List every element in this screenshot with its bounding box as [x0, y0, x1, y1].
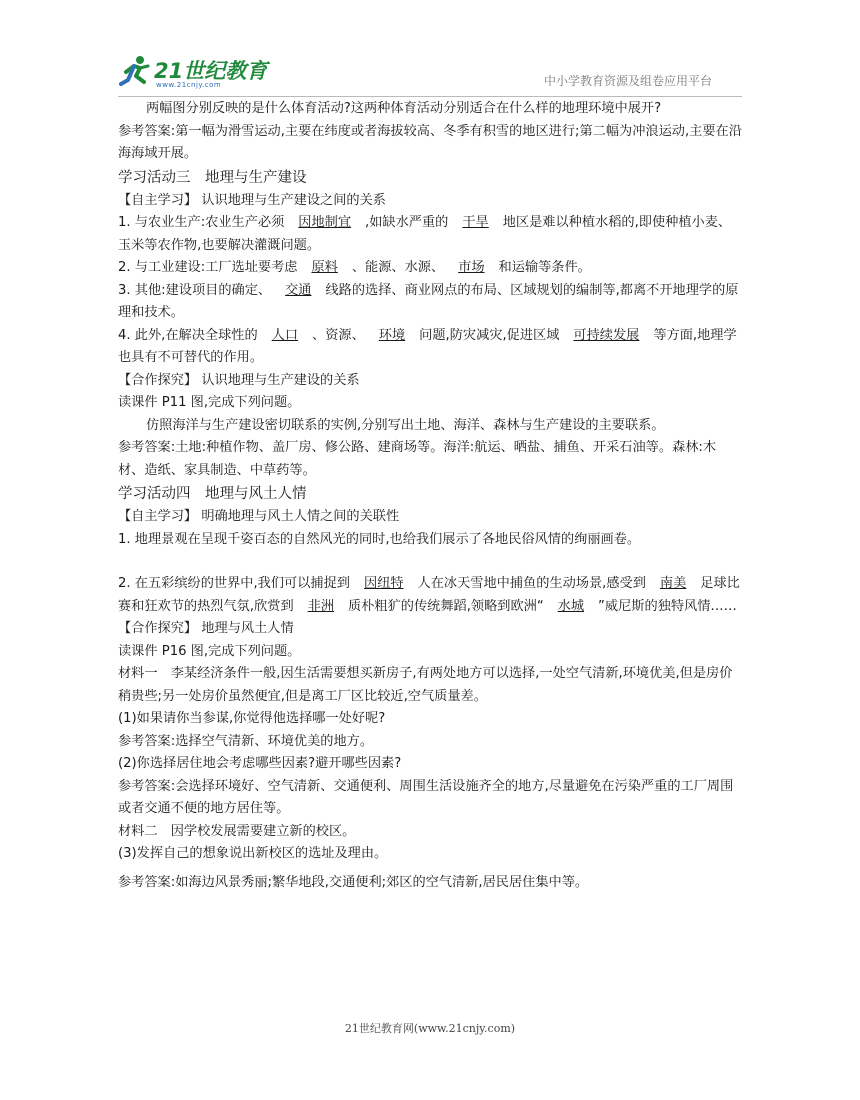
material-one: 材料一 李某经济条件一般,因生活需要想买新房子,有两处地方可以选择,一处空气清新,环境优美,但是房价稍贵些;另一处房价虽然便宜,但是离工厂区比较近,空气质量差。 — [118, 666, 733, 704]
material-two: 材料二 因学校发展需要建立新的校区。 — [118, 823, 356, 839]
logo-text: 21世纪教育 — [154, 59, 268, 83]
logo — [118, 52, 268, 92]
runner-icon — [118, 54, 154, 90]
item-agriculture: 1. 与农业生产:农业生产必须 因地制宜 ,如缺水严重的 干旱 地区是难以种植水稻的,即使种植小麦、玉米等农作物,也要解决灌溉问题。 — [118, 215, 732, 253]
activity3-title: 学习活动三 地理与生产建设 — [118, 169, 307, 186]
header-divider — [118, 96, 742, 97]
question-1: (1)如果请你当参谋,你觉得他选择哪一处好呢? — [118, 711, 386, 726]
item-global: 4. 此外,在解决全球性的 人口 、资源、 环境 问题,防灾减灾,促进区域 可持续发展 等方面,地理学也具有不可替代的作用。 — [118, 327, 737, 365]
page-footer: 21世纪教育网(www.21cnjy.com) — [344, 1022, 516, 1035]
answer-3: 参考答案:如海边风景秀丽;繁华地段,交通便利;郊区的空气清新,居民居住集中等。 — [118, 874, 589, 890]
read-p11: 读课件 P11 图,完成下列问题。 — [118, 395, 301, 410]
item-other: 3. 其他:建设项目的确定、 交通 线路的选择、商业网点的布局、区域规划的编制等,都离不开地理学的原理和技术。 — [118, 282, 739, 320]
question-2: (2)你选择居住地会考虑哪些因素?避开哪些因素? — [118, 756, 402, 771]
question-imitate: 仿照海洋与生产建设密切联系的实例,分别写出土地、海洋、森林与生产建设的主要联系。 — [146, 417, 665, 433]
activity4-self-study: 【自主学习】 明确地理与风土人情之间的关联性 — [118, 509, 400, 524]
read-p16: 读课件 P16 图,完成下列问题。 — [118, 643, 301, 659]
platform-name: 中小学教育资源及组卷应用平台 — [543, 74, 712, 88]
item-industry: 2. 与工业建设:工厂选址要考虑 原料 、能源、水源、 市场 和运输等条件。 — [118, 260, 591, 275]
item-landscape: 1. 地理景观在呈现千姿百态的自然风光的同时,也给我们展示了各地民俗风情的绚丽画卷。 — [118, 531, 641, 547]
answer-imitate: 参考答案:土地:种植作物、盖厂房、修公路、建商场等。海洋:航运、晒盐、捕鱼、开采石油等。森林:木材、造纸、家具制造、中草药等。 — [118, 440, 717, 478]
answer-2: 参考答案:会选择环境好、空气清新、交通便利、周围生活设施齐全的地方,尽量避免在污染严重的工厂周围或者交通不便的地方居住等。 — [118, 778, 734, 816]
question-sports: 两幅图分别反映的是什么体育活动?这两种体育活动分别适合在什么样的地理环境中展开? — [146, 101, 662, 116]
activity3-self-study: 【自主学习】 认识地理与生产建设之间的关系 — [118, 192, 386, 208]
answer-1: 参考答案:选择空气清新、环境优美的地方。 — [118, 733, 374, 749]
logo-url: www.21cnjy.com — [156, 81, 222, 89]
activity3-cooperation: 【合作探究】 认识地理与生产建设的关系 — [118, 372, 360, 388]
item-customs: 2. 在五彩缤纷的世界中,我们可以捕捉到 因纽特 人在冰天雪地中捕鱼的生动场景,感受到 南美 足球比赛和狂欢节的热烈气氛,欣赏到 非洲 质朴粗犷的传统舞蹈,领略到欧洲“ 水城 ”威尼斯的独特风情…… — [118, 576, 740, 614]
page-header — [118, 52, 742, 102]
activity4-cooperation: 【合作探究】 地理与风土人情 — [118, 621, 294, 636]
activity4-title: 学习活动四 地理与风土人情 — [118, 486, 307, 502]
document-body — [118, 98, 742, 894]
question-3: (3)发挥自己的想象说出新校区的选址及理由。 — [118, 846, 388, 861]
answer-sports: 参考答案:第一幅为滑雪运动,主要在纬度或者海拔较高、冬季有积雪的地区进行;第二幅为冲浪运动,主要在沿海海域开展。 — [118, 123, 742, 161]
